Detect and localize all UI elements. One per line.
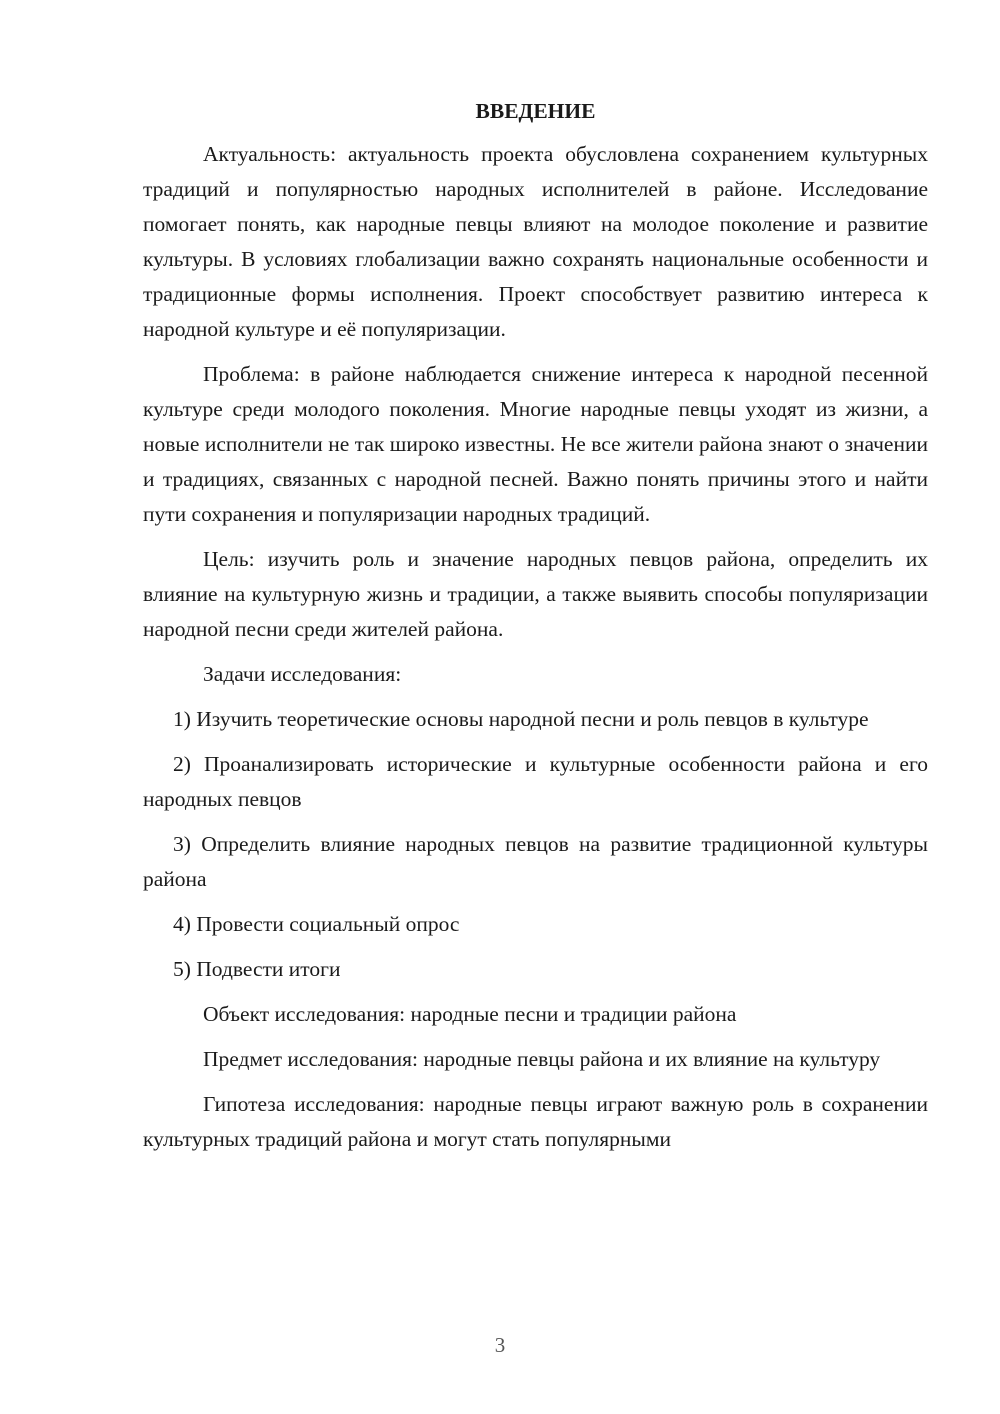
page-number: 3 xyxy=(494,1333,506,1357)
task-item: 5) Подвести итоги xyxy=(173,957,341,981)
hypothesis-paragraph: Гипотеза исследования: народные певцы играют важную роль в сохранении культурных традиций района и могут стать популярными xyxy=(143,1092,928,1151)
section-heading: ВВЕДЕНИЕ xyxy=(475,99,596,123)
relevance-paragraph: Актуальность: актуальность проекта обусловлена сохранением культурных традиций и популярностью народных исполнителей в районе. Исследование помогает понять, как народные певцы влияют на молодое поколение и развитие культуры. В условиях глобализации важно сохранять национальные особенности и традиционные формы исполнения. Проект способствует развитию интереса к народной культуре и её популяризации. xyxy=(143,142,928,341)
goal-paragraph: Цель: изучить роль и значение народных певцов района, определить их влияние на культурную жизнь и традиции, а также выявить способы популяризации народной песни среди жителей района. xyxy=(143,547,928,641)
task-item: 4) Провести социальный опрос xyxy=(173,912,460,936)
problem-paragraph: Проблема: в районе наблюдается снижение интереса к народной песенной культуре среди молодого поколения. Многие народные певцы уходят из жизни, а новые исполнители не так широко известны. Не все жители района знают о значении и традициях, связанных с народной песней. Важно понять причины этого и найти пути сохранения и популяризации народных традиций. xyxy=(143,362,928,526)
subject-paragraph: Предмет исследования: народные певцы района и их влияние на культуру xyxy=(203,1047,881,1071)
tasks-title: Задачи исследования: xyxy=(203,662,402,686)
task-item: 1) Изучить теоретические основы народной песни и роль певцов в культуре xyxy=(173,707,869,731)
task-item: 2) Проанализировать исторические и культурные особенности района и его народных певцов xyxy=(143,752,928,811)
object-paragraph: Объект исследования: народные песни и традиции района xyxy=(203,1002,737,1026)
task-item: 3) Определить влияние народных певцов на развитие традиционной культуры района xyxy=(143,832,928,891)
page-content xyxy=(143,95,928,1167)
